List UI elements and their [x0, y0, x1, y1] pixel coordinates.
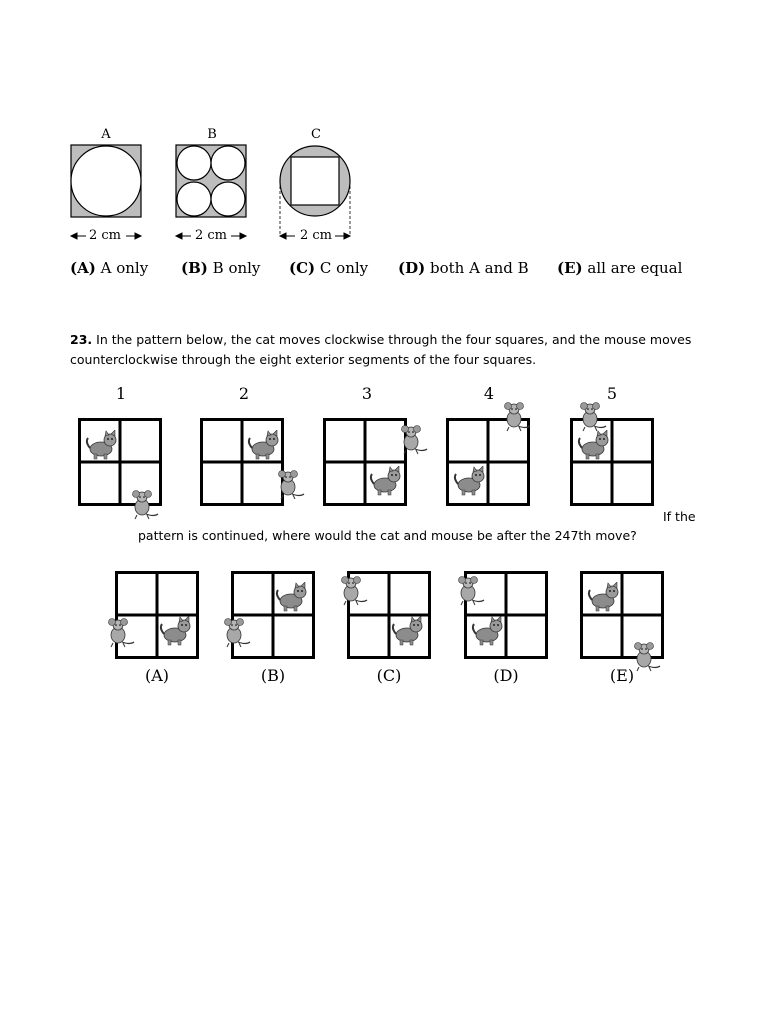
choice-text: A only [100, 259, 149, 277]
cat-icon [246, 430, 282, 460]
dimension-label-b: 2 cm [195, 228, 228, 243]
question-23-text [70, 330, 710, 370]
answer-label-b: (B) [260, 666, 286, 685]
cat-icon [470, 616, 506, 646]
cat-icon [368, 466, 404, 496]
step-number-1: 1 [115, 384, 127, 403]
mouse-icon [124, 490, 160, 520]
choice-text: both A and B [429, 259, 529, 277]
continuation-text-1: If the [663, 509, 696, 524]
dimension-label-c: 2 cm [300, 228, 333, 243]
cat-icon [452, 466, 488, 496]
shape-a [71, 145, 141, 217]
mouse-icon [333, 576, 369, 606]
choice-letter: (C) [289, 259, 316, 277]
mouse-icon [496, 402, 532, 432]
cat-icon [576, 430, 612, 460]
dimension-label-a: 2 cm [89, 228, 122, 243]
mouse-icon [270, 470, 306, 500]
cat-icon [158, 616, 194, 646]
mouse-icon [216, 618, 252, 648]
choice-text: B only [212, 259, 261, 277]
step-number-5: 5 [606, 384, 618, 403]
step-number-4: 4 [483, 384, 495, 403]
choice-letter: (A) [70, 259, 96, 277]
cat-icon [390, 616, 426, 646]
step-number-3: 3 [361, 384, 373, 403]
mouse-icon [100, 618, 136, 648]
choice-22-a[interactable] [70, 259, 148, 277]
question-body: In the pattern below, the cat moves clockwise through the four squares, and the mouse moves counterclockwise through the eight exterior segments of the four squares. [70, 332, 692, 367]
choice-22-d[interactable] [398, 259, 529, 277]
mouse-icon [450, 576, 486, 606]
choice-22-e[interactable] [557, 259, 682, 277]
question-number: 23. [70, 332, 93, 347]
answer-label-d: (D) [493, 666, 519, 685]
choice-text: C only [319, 259, 369, 277]
cat-icon [586, 582, 622, 612]
shape-c [280, 146, 350, 235]
choice-letter: (B) [181, 259, 208, 277]
shape-b [176, 145, 246, 217]
step-number-2: 2 [238, 384, 250, 403]
answer-label-a: (A) [144, 666, 170, 685]
mouse-icon [393, 425, 429, 455]
shape-label-a: A [101, 127, 111, 142]
choice-22-c[interactable] [289, 259, 368, 277]
choice-letter: (D) [398, 259, 426, 277]
answer-label-e: (E) [609, 666, 635, 685]
answer-label-c: (C) [376, 666, 402, 685]
choice-text: all are equal [587, 259, 683, 277]
choice-22-b[interactable] [181, 259, 260, 277]
choice-letter: (E) [557, 259, 583, 277]
shape-label-b: B [207, 127, 217, 142]
cat-icon [274, 582, 310, 612]
continuation-text-2: pattern is continued, where would the cat and mouse be after the 247th move? [138, 528, 637, 543]
shape-label-c: C [311, 127, 321, 142]
cat-icon [84, 430, 120, 460]
mouse-icon [572, 402, 608, 432]
